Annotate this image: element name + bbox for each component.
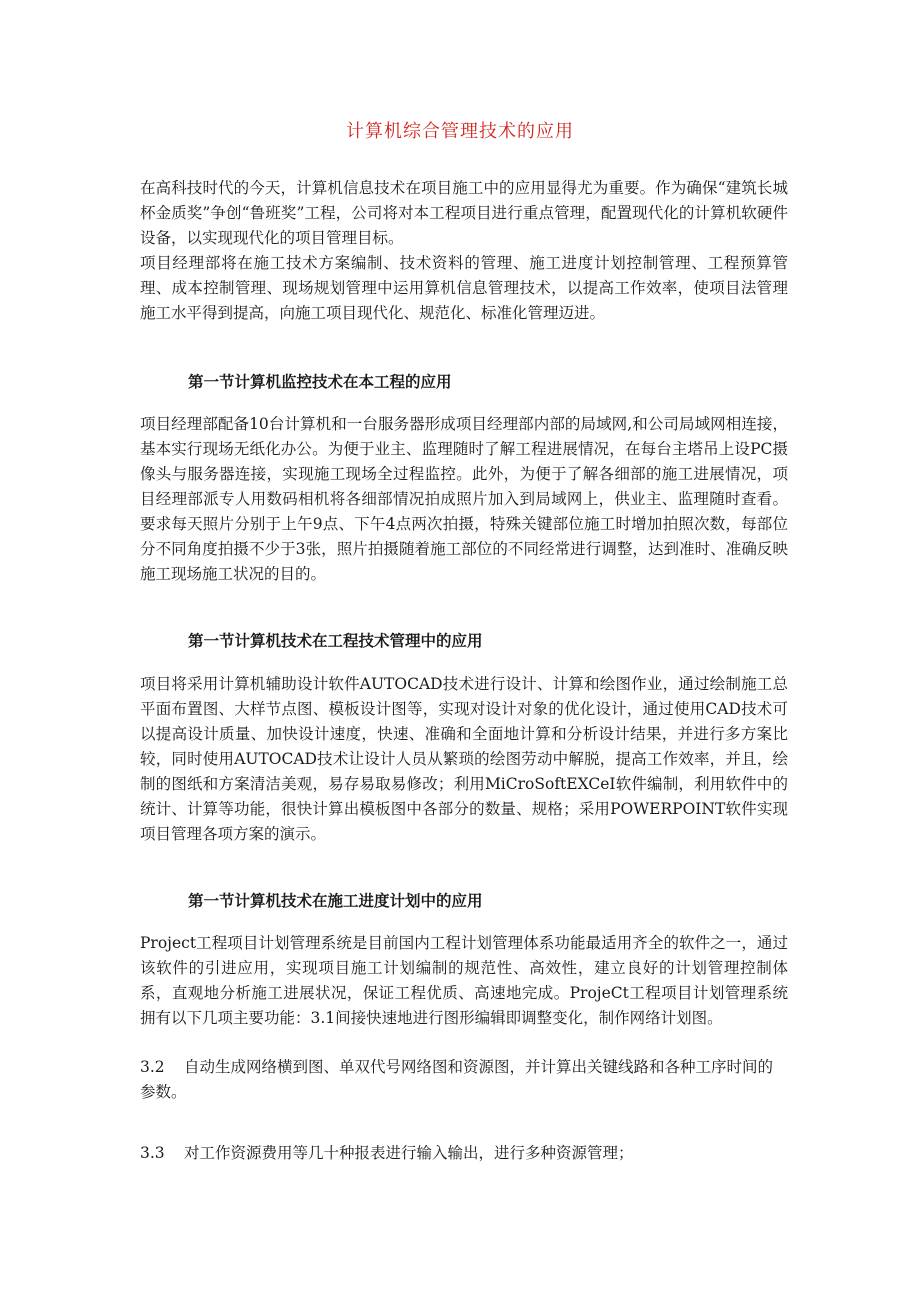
- section-body-schedule: Project工程项目计划管理系统是目前国内工程计划管理体系功能最适用齐全的软件之一，通过该软件的引进应用，实现项目施工计划编制的规范性、高效性，建立良好的计划管理控制体系，直观地分析施工进展状况，保证工程优质、高速地完成。ProjeCt工程项目计划管理系统拥有以下几项主要功能：3.1间接快速地进行图形编辑即调整变化，制作网络计划图。: [140, 934, 788, 1027]
- list-item-text: 自动生成网络横到图、单双代号网络图和资源图，并计算出关键线路和各种工序时间的参数。: [140, 1058, 774, 1101]
- intro-paragraph-2: 项目经理部将在施工技术方案编制、技术资料的管理、施工进度计划控制管理、工程预算管理、成本控制管理、现场规划管理中运用算机信息管理技术，以提高工作效率，使项目法管理施工水平得到提高，向施工项目现代化、规范化、标准化管理迈进。: [140, 254, 788, 322]
- list-item-number: 3.3: [140, 1144, 165, 1162]
- list-item-number: 3.2: [140, 1058, 165, 1076]
- section-heading-technical: 第一节计算机技术在工程技术管理中的应用: [188, 631, 483, 650]
- section-heading-monitoring: 第一节计算机监控技术在本工程的应用: [188, 372, 452, 391]
- section-heading-schedule: 第一节计算机技术在施工进度计划中的应用: [188, 891, 483, 910]
- list-item: [140, 1141, 788, 1166]
- list-item-text: 对工作资源费用等几十种报表进行输入输出，进行多种资源管理；: [184, 1144, 634, 1162]
- document-title: 计算机综合管理技术的应用: [346, 121, 574, 142]
- section-body-monitoring: 项目经理部配备10台计算机和一台服务器形成项目经理部内部的局域网,和公司局域网相连接，基本实行现场无纸化办公。为便于业主、监理随时了解工程进展情况，在每台主塔吊上设PC摄像头与服务器连接，实现施工现场全过程监控。此外，为便于了解各细部的施工进展情况，项目经理部派专人用数码相机将各细部情况拍成照片加入到局域网上，供业主、监理随时查看。要求每天照片分别于上午9点、下午4点两次拍摄，特殊关键部位施工时增加拍照次数，每部位分不同角度拍摄不少于3张，照片拍摄随着施工部位的不同经常进行调整，达到准时、准确反映施工现场施工状况的目的。: [140, 415, 788, 583]
- list-item: [140, 1055, 788, 1105]
- intro-paragraph-1: 在高科技时代的今天，计算机信息技术在项目施工中的应用显得尤为重要。作为确保“建筑长城杯金质奖”争创“鲁班奖”工程，公司将对本工程项目进行重点管理，配置现代化的计算机软硬件设备，以实现现代化的项目管理目标。: [140, 179, 788, 247]
- section-body-technical: 项目将采用计算机辅助设计软件AUTOCAD技术进行设计、计算和绘图作业，通过绘制施工总平面布置图、大样节点图、模板设计图等，实现对设计对象的优化设计，通过使用CAD技术可以提高设计质量、加快设计速度，快速、准确和全面地计算和分析设计结果，并进行多方案比较，同时使用AUTOCAD技术让设计人员从繁琐的绘图劳动中解脱，提高工作效率，并且，绘制的图纸和方案清洁美观，易存易取易修改；利用MiCroSoftEXCeI软件编制，利用软件中的统计、计算等功能，很快计算出模板图中各部分的数量、规格；采用POWERPOINT软件实现项目管理各项方案的演示。: [140, 675, 788, 843]
